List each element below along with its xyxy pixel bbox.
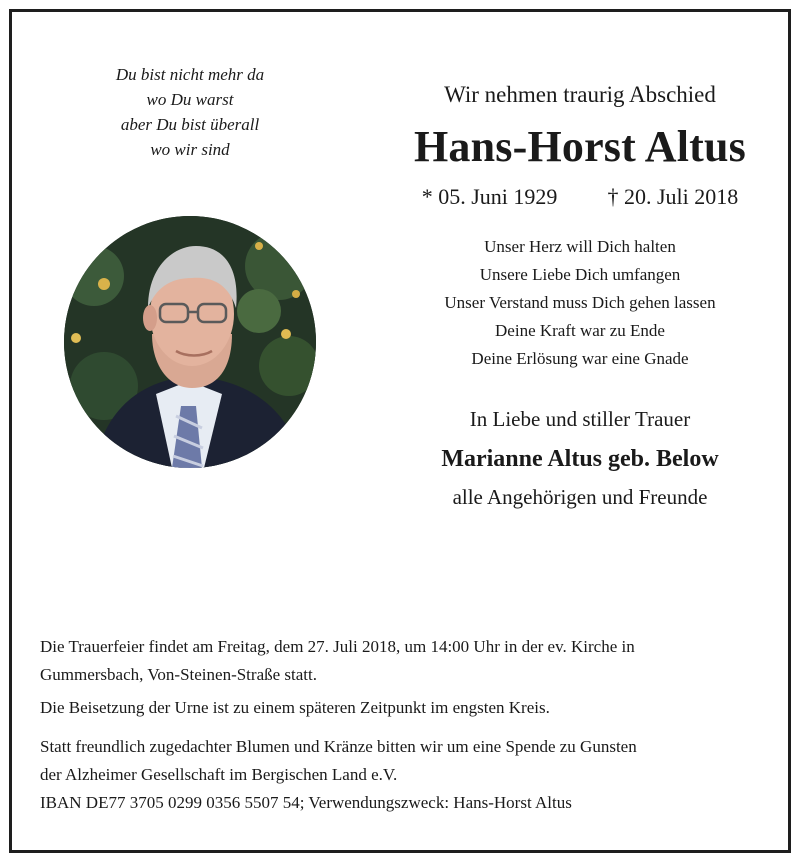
donation-line: Statt freundlich zugedachter Blumen und Kränze bitten wir um eine Spende zu Gunsten xyxy=(40,737,637,756)
verse xyxy=(380,233,780,373)
donation-line: der Alzheimer Gesellschaft im Bergischen Land e.V. xyxy=(40,765,398,784)
iban-line: IBAN DE77 3705 0299 0356 5507 54; Verwendungszweck: Hans-Horst Altus xyxy=(40,793,572,812)
verse-line: Unsere Liebe Dich umfangen xyxy=(479,265,681,284)
poem-line: Du bist nicht mehr da xyxy=(115,65,265,84)
deceased-name: Hans-Horst Altus xyxy=(413,122,747,171)
death-date: † 20. Juli 2018 xyxy=(607,184,739,209)
intro-text: Wir nehmen traurig Abschied xyxy=(444,82,716,107)
poem-line: wo wir sind xyxy=(150,140,230,159)
mourning-intro: In Liebe und stiller Trauer xyxy=(469,407,691,431)
main-column xyxy=(380,80,780,511)
burial-text: Die Beisetzung der Urne ist zu einem späteren Zeitpunkt im engsten Kreis. xyxy=(40,698,550,717)
birth-date: * 05. Juni 1929 xyxy=(421,184,558,209)
poem-line: aber Du bist überall xyxy=(120,115,260,134)
poem xyxy=(60,62,320,162)
verse-line: Deine Erlösung war eine Gnade xyxy=(471,349,689,368)
verse-line: Deine Kraft war zu Ende xyxy=(495,321,665,340)
funeral-line: Gummersbach, Von-Steinen-Straße statt. xyxy=(40,665,317,684)
portrait-illustration xyxy=(64,216,316,468)
funeral-notices xyxy=(40,633,770,817)
poem-line: wo Du warst xyxy=(146,90,234,109)
mourner-name: Marianne Altus geb. Below xyxy=(441,446,719,472)
relatives-text: alle Angehörigen und Freunde xyxy=(452,485,708,509)
verse-line: Unser Verstand muss Dich gehen lassen xyxy=(444,293,716,312)
funeral-line: Die Trauerfeier findet am Freitag, dem 27. Juli 2018, um 14:00 Uhr in der ev. Kirche in xyxy=(40,637,635,656)
life-dates xyxy=(380,183,780,211)
verse-line: Unser Herz will Dich halten xyxy=(484,237,676,256)
portrait-photo xyxy=(64,216,316,468)
